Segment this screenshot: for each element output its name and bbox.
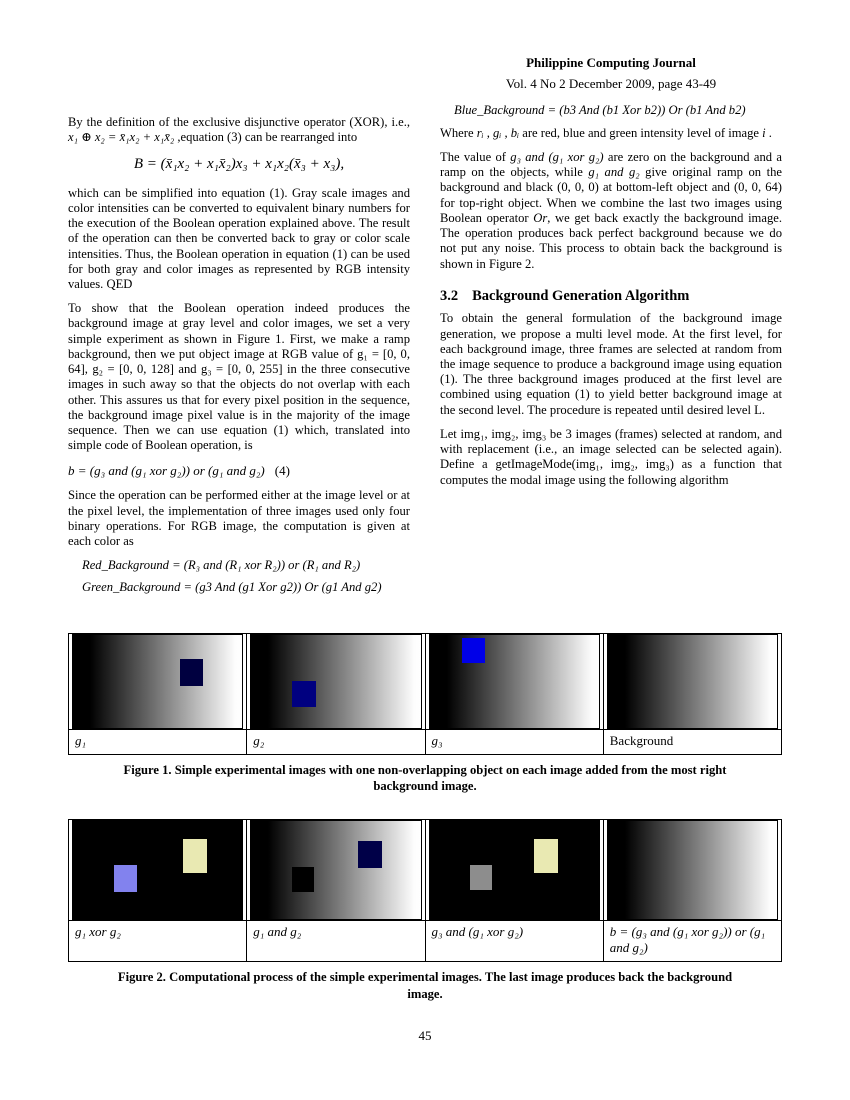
object-square [292, 681, 316, 707]
figure-image-wrap [604, 820, 781, 920]
equation-4-number: (4) [274, 462, 290, 478]
figure-panel-g2 [246, 634, 424, 754]
paragraph-xor-definition [68, 115, 410, 145]
figure-panel-label-g1-xor-g2: g₁ xor g₂ [69, 920, 246, 962]
journal-volume: Vol. 4 No 2 December 2009, page 43-49 [505, 75, 717, 91]
figure-panel-background [603, 634, 781, 754]
figure-panel-b-result [603, 820, 781, 962]
figure-panel-label-g1: g₁ [69, 729, 246, 754]
figure-panel-g1-and-g2 [246, 820, 424, 962]
text-run: ,equation (3) can be rearranged into [174, 130, 358, 145]
section-number: 3.2 [440, 287, 459, 304]
figure-panel-g1-xor-g2 [69, 820, 246, 962]
figure-panel-label-g1-and-g2: g₁ and g₂ [247, 920, 424, 962]
figure-panel-g3-and-g1-xor-g2 [425, 820, 603, 962]
figure-image-wrap [247, 820, 424, 920]
figure-image-wrap [426, 820, 603, 920]
display-equation-B: B = (x̄₁x₂ + x₁x̄₂)x₃ + x₁x₂(x̄₃ + x₃), [133, 156, 345, 173]
left-column [68, 115, 410, 603]
object-square [462, 638, 486, 662]
equation-red-background: Red_Background = (R₃ and (R₁ xor R₂)) or (R₁ and R₂) [82, 558, 361, 573]
text-run: . [765, 125, 772, 140]
text-run: , we get back exactly the background image. The operation produces back perfect background because we do not put any noise. This process to obtain back the background is shown in Figure 2. [440, 210, 782, 271]
text-run: are zero on the background and a ramp on the objects, while [440, 149, 782, 180]
math-run-g3-expression: g₃ and (g₁ xor g₂) [510, 149, 604, 164]
g1-and-g2-image [250, 820, 421, 920]
section-title: Background Generation Algorithm [472, 287, 690, 304]
journal-header [440, 55, 782, 91]
figure-image-wrap [69, 820, 246, 920]
text-run: Where [440, 125, 477, 140]
paragraph-where [440, 126, 782, 141]
math-run-rgb-intensity: rᵢ , gᵢ , bᵢ [476, 125, 520, 140]
figure-panel-label-b-result: b = (g₃ and (g₁ xor g₂)) or (g₁ and g₂) [604, 920, 781, 962]
paragraph-simplification: which can be simplified into equation (1). Gray scale images and color intensities can be converted to equivalent binary numbers for the execution of the Boolean operation explained above. The result of the operation can then be converted back to gray or color scale intensities. Thus, the Boolean operation in equation (1) can be used for both gray and color images as represented by RGB intensity values. QED [68, 185, 410, 292]
section-heading-3-2 [440, 288, 782, 306]
text-run: By the definition of the exclusive disjunctive operator (XOR), i.e., [68, 115, 410, 129]
figure-image-wrap [426, 634, 603, 729]
object-square [180, 659, 204, 686]
figure-panel-g1 [69, 634, 246, 754]
object-square [183, 839, 207, 872]
paragraph-getimagemode: Let img₁, img₂, img₃ be 3 images (frames) selected at random, and with replacement (i.e., an image selected can be selected again). Define a getImageMode(img₁, img₂, img₃) as a function that computes the modal image using the following algorithm [440, 426, 782, 487]
figure1-caption: Figure 1. Simple experimental images with one non-overlapping object on each image added from the most right background image. [123, 762, 727, 794]
paragraph-multilevel-algorithm: To obtain the general formulation of the background image generation, we propose a multi level mode. At the first level, for each background image, three frames are selected at random from the image sequence to produce a background image using equation (1). The three background images produced at the first level are combined using equation (1) to yield better background image at the second level. The procedure is repeated until desired level L. [440, 311, 782, 417]
display-equation-4 [68, 463, 410, 479]
equation-4-body: b = (g₃ and (g₁ xor g₂)) or (g₁ and g₂) [68, 462, 265, 478]
object-square [534, 839, 558, 872]
text-run: The value of [440, 149, 511, 164]
figure-panel-g3 [425, 634, 603, 754]
text-run: give original ramp on the background and black (0, 0, 0) at bottom-left object and (0, 0, 64) for top-right object. When we combine the last two images using Boolean operator [440, 165, 782, 225]
math-run-or-operator: Or [533, 210, 548, 225]
figure-panel-label-g3: g₃ [426, 729, 603, 754]
figure2-row [68, 819, 782, 963]
figure-panel-label-g2: g₂ [247, 729, 424, 754]
object-square [114, 865, 138, 892]
figure-image-wrap [69, 634, 246, 729]
g1-xor-g2-image [72, 820, 243, 920]
background-image [607, 634, 778, 729]
g2-image [250, 634, 421, 729]
right-column [440, 55, 782, 603]
text-run: are red, blue and green intensity level of image [519, 125, 763, 140]
object-square [470, 865, 492, 890]
figure-panel-label-background: Background [604, 729, 781, 754]
b-result-image [607, 820, 778, 920]
figure-panel-label-g3-and-g1-xor-g2: g₃ and (g₁ xor g₂) [426, 920, 603, 962]
paragraph-experiment: To show that the Boolean operation indeed produces the background image at gray level and color images, we set a very simple experiment as shown in Figure 1. First, we make a ramp background, then we put object image at RGB value of g₁ = [0, 0, 64], g₂ = [0, 0, 128] and g₃ = [0, 0, 255] in the three consecutive images in such away so that the objects do not overlap with each other. This assures us that for every pixel position in the sequence, the background image pixel value is in the majority of the image sequence. Then we can use equation (1) which, translated into simple code of Boolean operation, is [68, 301, 410, 453]
paragraph-implementation: Since the operation can be performed either at the image level or at the pixel level, the implementation of three images used only four binary operations. For RGB image, the computation is given at each color as [68, 488, 410, 549]
page-number: 45 [418, 1028, 432, 1043]
object-square [358, 841, 382, 867]
g3-image [429, 634, 600, 729]
two-column-body [68, 55, 782, 603]
g1-image [72, 634, 243, 729]
figure1-row [68, 633, 782, 755]
object-square [292, 867, 314, 892]
figure2-caption: Figure 2. Computational process of the simple experimental images. The last image produces back the background image. [117, 970, 733, 1001]
journal-title: Philippine Computing Journal [526, 55, 696, 70]
figure-image-wrap [604, 634, 781, 729]
inline-equation-xor: x₁ ⊕ x₂ = x̄₁x₂ + x₁x̄₂ [68, 130, 175, 145]
equation-green-background: Green_Background = (g3 And (g1 Xor g2)) Or (g1 And g2) [82, 580, 382, 595]
math-run-image-index: i [762, 125, 766, 140]
equation-blue-background: Blue_Background = (b3 And (b1 Xor b2)) Or (b1 And b2) [454, 103, 746, 118]
g3-and-g1-xor-g2-image [429, 820, 600, 920]
paragraph-value-explanation [440, 150, 782, 272]
math-run-g1-and-g2: g₁ and g₂ [588, 165, 640, 180]
figure-image-wrap [247, 634, 424, 729]
